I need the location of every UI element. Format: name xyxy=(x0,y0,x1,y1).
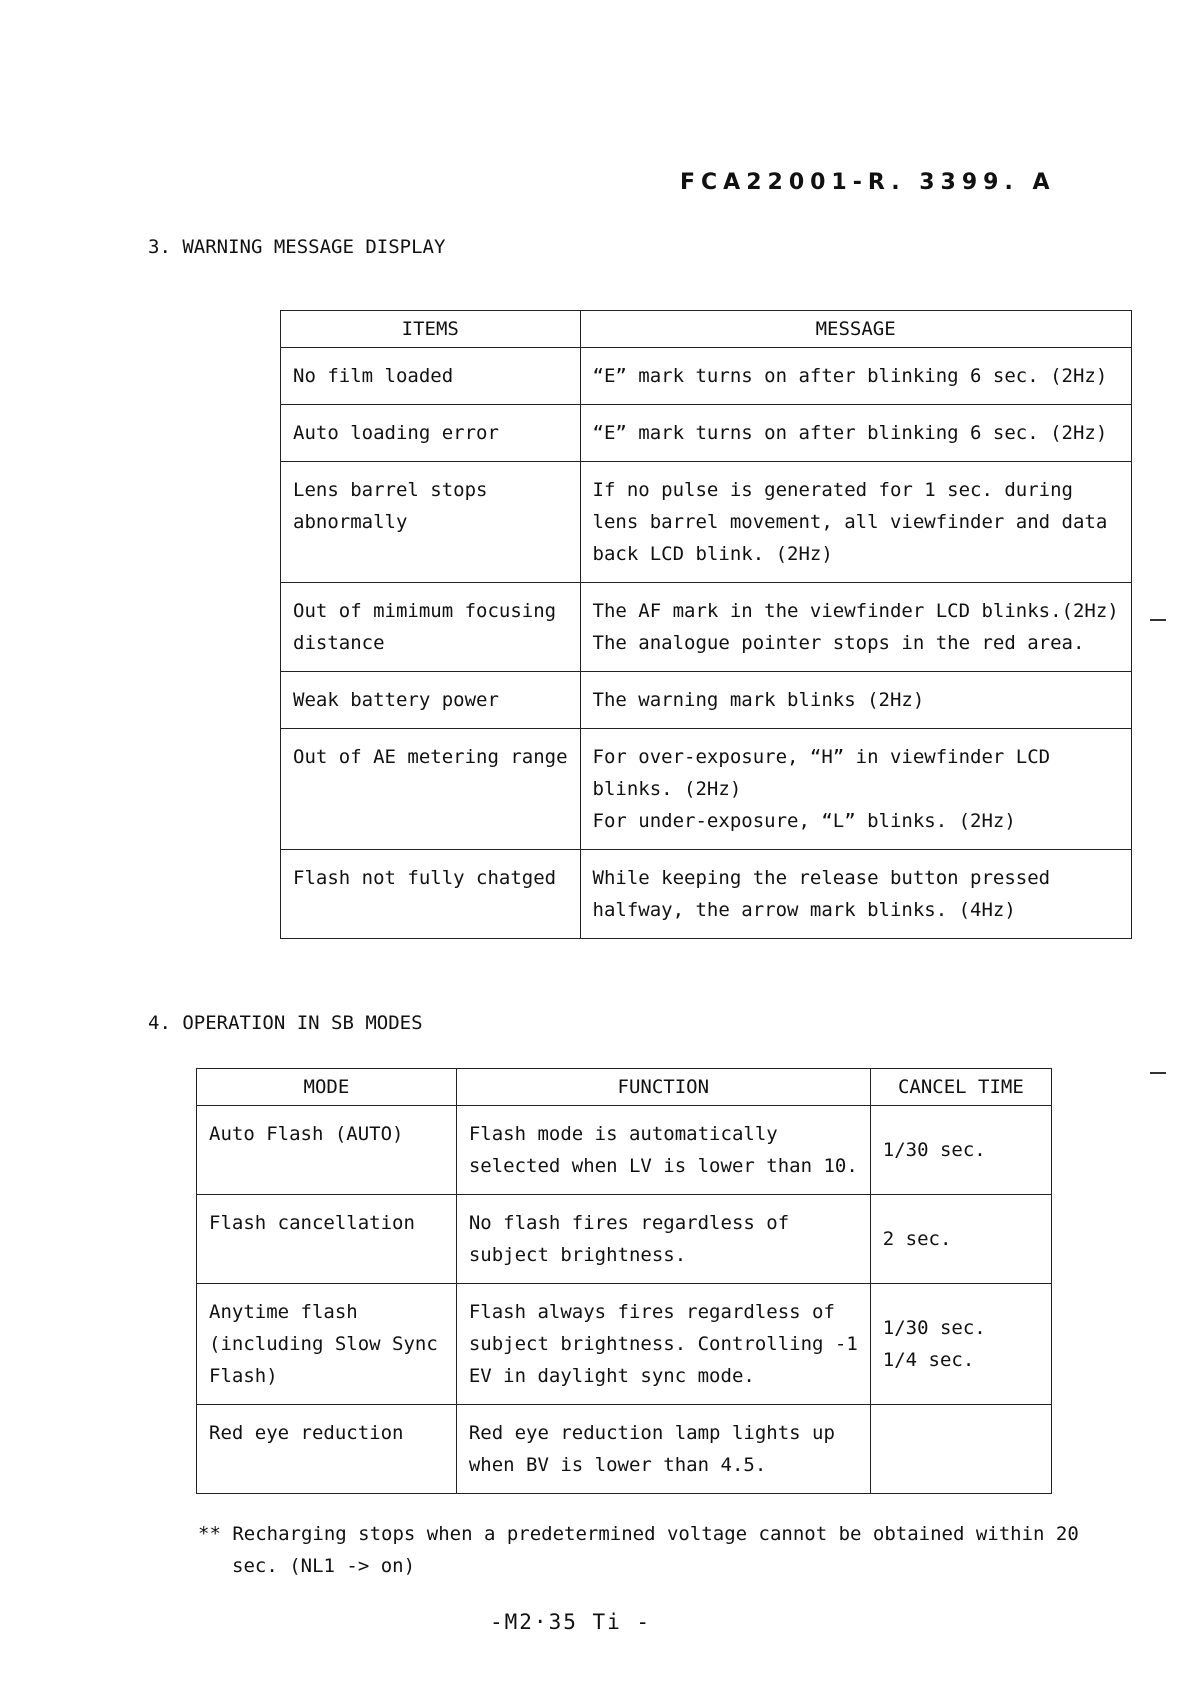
function-cell-line: Red eye reduction lamp lights up xyxy=(468,1422,835,1444)
column-header-items: ITEMS xyxy=(281,311,581,348)
message-cell xyxy=(580,462,1131,583)
function-cell-line: No flash fires regardless of xyxy=(468,1212,790,1234)
table-row xyxy=(197,1405,1052,1494)
table-header-row xyxy=(281,311,1132,348)
margin-mark xyxy=(1150,1072,1166,1074)
mode-cell xyxy=(197,1106,457,1195)
table-row xyxy=(281,405,1132,462)
cancel-time-cell-line: 1/30 sec. xyxy=(882,1317,986,1339)
item-cell xyxy=(281,850,581,939)
footnote-line-1: ** Recharging stops when a predetermined voltage cannot be obtained within 20 xyxy=(198,1523,1079,1545)
message-cell xyxy=(580,729,1131,850)
column-header-message: MESSAGE xyxy=(580,311,1131,348)
function-cell-line: when BV is lower than 4.5. xyxy=(468,1454,767,1476)
column-header-function: FUNCTION xyxy=(456,1069,870,1106)
function-cell xyxy=(456,1284,870,1405)
function-cell-line: selected when LV is lower than 10. xyxy=(468,1155,858,1177)
cancel-time-cell xyxy=(870,1195,1051,1284)
mode-cell xyxy=(197,1405,457,1494)
table-row xyxy=(281,729,1132,850)
mode-cell-line: Auto Flash (AUTO) xyxy=(209,1123,404,1145)
message-cell-line: If no pulse is generated for 1 sec. during xyxy=(592,479,1073,501)
item-cell-line: Lens barrel stops xyxy=(293,479,488,501)
message-cell xyxy=(580,672,1131,729)
item-cell-line: Flash not fully chatged xyxy=(293,867,557,889)
cancel-time-cell xyxy=(870,1284,1051,1405)
function-cell-line: EV in daylight sync mode. xyxy=(468,1365,755,1387)
footnote xyxy=(198,1518,1079,1582)
message-cell-line: For under-exposure, “L” blinks. (2Hz) xyxy=(592,810,1016,832)
section-title-sb-modes: 4. OPERATION IN SB MODES xyxy=(148,1012,423,1034)
table-row xyxy=(281,583,1132,672)
margin-mark xyxy=(1150,619,1166,621)
item-cell xyxy=(281,583,581,672)
message-cell-line: halfway, the arrow mark blinks. (4Hz) xyxy=(592,899,1016,921)
function-cell xyxy=(456,1195,870,1284)
mode-cell-line: Flash cancellation xyxy=(209,1212,415,1234)
message-cell-line: While keeping the release button pressed xyxy=(592,867,1051,889)
table-row xyxy=(281,462,1132,583)
item-cell-line: Auto loading error xyxy=(293,422,499,444)
table-row xyxy=(197,1195,1052,1284)
message-cell-line: “E” mark turns on after blinking 6 sec. (2Hz) xyxy=(592,422,1108,444)
warning-message-table xyxy=(280,310,1132,939)
message-cell-line: The AF mark in the viewfinder LCD blinks.(2Hz) xyxy=(592,600,1119,622)
function-cell-line: subject brightness. Controlling -1 xyxy=(468,1333,858,1355)
message-cell xyxy=(580,583,1131,672)
document-code: FCA22001-R. 3399. A xyxy=(680,170,1056,195)
table-row xyxy=(281,348,1132,405)
item-cell xyxy=(281,462,581,583)
item-cell-line: abnormally xyxy=(293,511,408,533)
mode-cell xyxy=(197,1284,457,1405)
table-row xyxy=(197,1106,1052,1195)
message-cell-line: For over-exposure, “H” in viewfinder LCD xyxy=(592,746,1051,768)
item-cell-line: Out of mimimum focusing xyxy=(293,600,557,622)
cancel-time-cell-line: 1/30 sec. xyxy=(882,1139,986,1161)
table-header-row xyxy=(197,1069,1052,1106)
function-cell-line: Flash always fires regardless of xyxy=(468,1301,835,1323)
table-row xyxy=(197,1284,1052,1405)
item-cell xyxy=(281,672,581,729)
item-cell-line: No film loaded xyxy=(293,365,454,387)
table-row xyxy=(281,850,1132,939)
mode-cell-line: Anytime flash xyxy=(209,1301,358,1323)
cancel-time-cell-line: 1/4 sec. xyxy=(882,1349,975,1371)
message-cell xyxy=(580,405,1131,462)
message-cell-line: “E” mark turns on after blinking 6 sec. (2Hz) xyxy=(592,365,1108,387)
message-cell-line: lens barrel movement, all viewfinder and data xyxy=(592,511,1108,533)
section-title-warning: 3. WARNING MESSAGE DISPLAY xyxy=(148,236,446,258)
message-cell-line: blinks. (2Hz) xyxy=(592,778,742,800)
function-cell-line: Flash mode is automatically xyxy=(468,1123,778,1145)
function-cell-line: subject brightness. xyxy=(468,1244,687,1266)
footnote-line-2: sec. (NL1 -> on) xyxy=(232,1555,416,1577)
item-cell-line: Weak battery power xyxy=(293,689,499,711)
table-row xyxy=(281,672,1132,729)
item-cell-line: Out of AE metering range xyxy=(293,746,568,768)
item-cell xyxy=(281,348,581,405)
cancel-time-cell xyxy=(870,1106,1051,1195)
mode-cell-line: (including Slow Sync xyxy=(209,1333,438,1355)
cancel-time-cell-line: 2 sec. xyxy=(882,1228,952,1250)
message-cell-line: The warning mark blinks (2Hz) xyxy=(592,689,925,711)
item-cell xyxy=(281,729,581,850)
page-number: -M2·35 Ti - xyxy=(490,1610,652,1634)
function-cell xyxy=(456,1405,870,1494)
mode-cell-line: Red eye reduction xyxy=(209,1422,404,1444)
message-cell-line: The analogue pointer stops in the red area. xyxy=(592,632,1085,654)
mode-cell xyxy=(197,1195,457,1284)
column-header-cancel-time: CANCEL TIME xyxy=(870,1069,1051,1106)
message-cell xyxy=(580,850,1131,939)
cancel-time-cell xyxy=(870,1405,1051,1494)
sb-modes-table xyxy=(196,1068,1052,1494)
item-cell xyxy=(281,405,581,462)
function-cell xyxy=(456,1106,870,1195)
item-cell-line: distance xyxy=(293,632,385,654)
mode-cell-line: Flash) xyxy=(209,1365,278,1387)
message-cell xyxy=(580,348,1131,405)
message-cell-line: back LCD blink. (2Hz) xyxy=(592,543,833,565)
column-header-mode: MODE xyxy=(197,1069,457,1106)
